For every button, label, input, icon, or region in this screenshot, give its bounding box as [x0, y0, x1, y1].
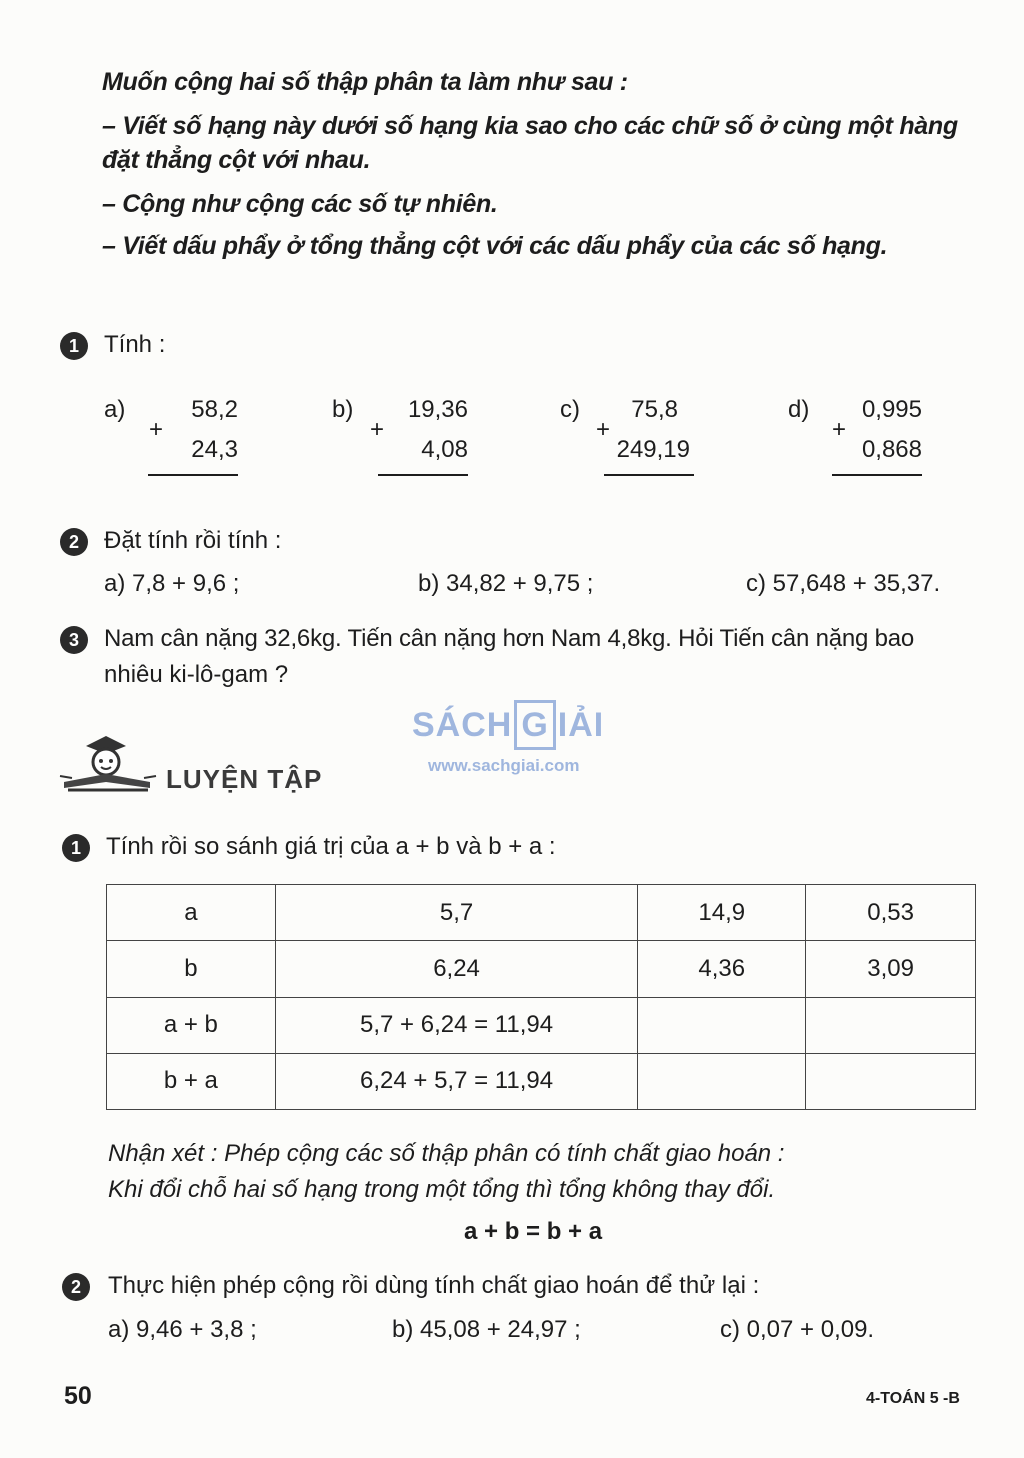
calc-c-top: 75,8 [631, 396, 678, 423]
calc-c-label: c) [560, 396, 580, 423]
sum-line [148, 474, 238, 476]
table-cell: a [107, 885, 276, 941]
watermark-url: www.sachgiai.com [428, 756, 580, 775]
practice-2-a: a) 9,46 + 3,8 ; [108, 1316, 257, 1343]
watermark-brand-right: IẢI [557, 706, 605, 744]
table-cell [806, 1053, 976, 1109]
calc-b-label: b) [332, 396, 354, 423]
table-cell: 4,36 [638, 941, 806, 997]
table-row [107, 997, 976, 1053]
calc-c-bottom: 249,19 [616, 436, 690, 463]
commutative-formula: a + b = b + a [464, 1218, 603, 1245]
sum-line [604, 474, 694, 476]
practice-1-badge: 1 [62, 834, 90, 862]
sum-line [378, 474, 468, 476]
exercise-1-badge: 1 [60, 332, 88, 360]
table-cell: 0,53 [806, 885, 976, 941]
rule-intro: Muốn cộng hai số thập phân ta làm như sau : [102, 68, 628, 96]
book-code: 4-TOÁN 5 -B [866, 1390, 960, 1407]
rule-step3: – Viết dấu phẩy ở tổng thẳng cột với các dấu phẩy của các số hạng. [102, 232, 888, 260]
column-calc-d [788, 396, 922, 478]
table-row [107, 1053, 976, 1109]
exercise-3-line2: nhiêu ki-lô-gam ? [104, 661, 289, 688]
table-cell [638, 997, 806, 1053]
practice-2-title: Thực hiện phép cộng rồi dùng tính chất giao hoán để thử lại : [108, 1272, 760, 1299]
practice-2-badge: 2 [62, 1273, 90, 1301]
remark-line1: Nhận xét : Phép cộng các số thập phân có tính chất giao hoán : [108, 1140, 785, 1167]
table-cell: a + b [107, 997, 276, 1053]
calc-d-top: 0,995 [861, 396, 922, 423]
column-calc-b [332, 396, 468, 478]
column-calc-c [560, 396, 694, 478]
calc-a-bottom: 24,3 [191, 436, 238, 463]
page-number: 50 [64, 1382, 92, 1410]
column-calc-a [104, 396, 238, 478]
table-cell: 5,7 + 6,24 = 11,94 [275, 997, 638, 1053]
sum-line [832, 474, 922, 476]
exercise-1-title: Tính : [104, 331, 166, 358]
calc-d-bottom: 0,868 [861, 436, 922, 463]
exercise-2-c: c) 57,648 + 35,37. [746, 570, 941, 597]
table-cell: b + a [107, 1053, 276, 1109]
calc-b-top: 19,36 [407, 396, 468, 423]
watermark-brand-left: SÁCH [412, 706, 513, 744]
rule-step1-line1: – Viết số hạng này dưới số hạng kia sao cho các chữ số ở cùng một hàng [102, 112, 958, 140]
calc-d-label: d) [788, 396, 810, 423]
exercise-2-badge: 2 [60, 528, 88, 556]
table-row [107, 885, 976, 941]
calc-a-top: 58,2 [191, 396, 238, 423]
table-cell [806, 997, 976, 1053]
plus-sign-icon: + [596, 416, 611, 443]
practice-1-title: Tính rồi so sánh giá trị của a + b và b + a : [106, 833, 556, 860]
table-cell: 6,24 [275, 941, 638, 997]
watermark-logo [412, 700, 604, 750]
table-cell: 5,7 [275, 885, 638, 941]
table-row [107, 941, 976, 997]
calc-a-label: a) [104, 396, 126, 423]
table-cell [638, 1053, 806, 1109]
exercise-2-b: b) 34,82 + 9,75 ; [418, 570, 594, 597]
rule-step2: – Cộng như cộng các số tự nhiên. [102, 190, 498, 218]
exercise-2-a: a) 7,8 + 9,6 ; [104, 570, 240, 597]
practice-2-b: b) 45,08 + 24,97 ; [392, 1316, 581, 1343]
practice-heading: LUYỆN TẬP [166, 764, 323, 794]
practice-2-c: c) 0,07 + 0,09. [720, 1316, 875, 1343]
commutative-table [106, 884, 976, 1110]
watermark-brand-box: G [514, 700, 555, 750]
plus-sign-icon: + [149, 416, 164, 443]
calc-b-bottom: 4,08 [421, 436, 468, 463]
table-cell: b [107, 941, 276, 997]
table-cell: 3,09 [806, 941, 976, 997]
exercise-3-line1: Nam cân nặng 32,6kg. Tiến cân nặng hơn Nam 4,8kg. Hỏi Tiến cân nặng bao [104, 625, 915, 652]
rule-step1-line2: đặt thẳng cột với nhau. [102, 146, 371, 174]
plus-sign-icon: + [832, 416, 847, 443]
table-cell: 14,9 [638, 885, 806, 941]
exercise-2-title: Đặt tính rồi tính : [104, 527, 282, 554]
remark-line2: Khi đổi chỗ hai số hạng trong một tổng thì tổng không thay đổi. [108, 1176, 776, 1203]
plus-sign-icon: + [370, 416, 385, 443]
exercise-3-badge: 3 [60, 626, 88, 654]
table-cell: 6,24 + 5,7 = 11,94 [275, 1053, 638, 1109]
student-reading-icon [58, 732, 158, 796]
